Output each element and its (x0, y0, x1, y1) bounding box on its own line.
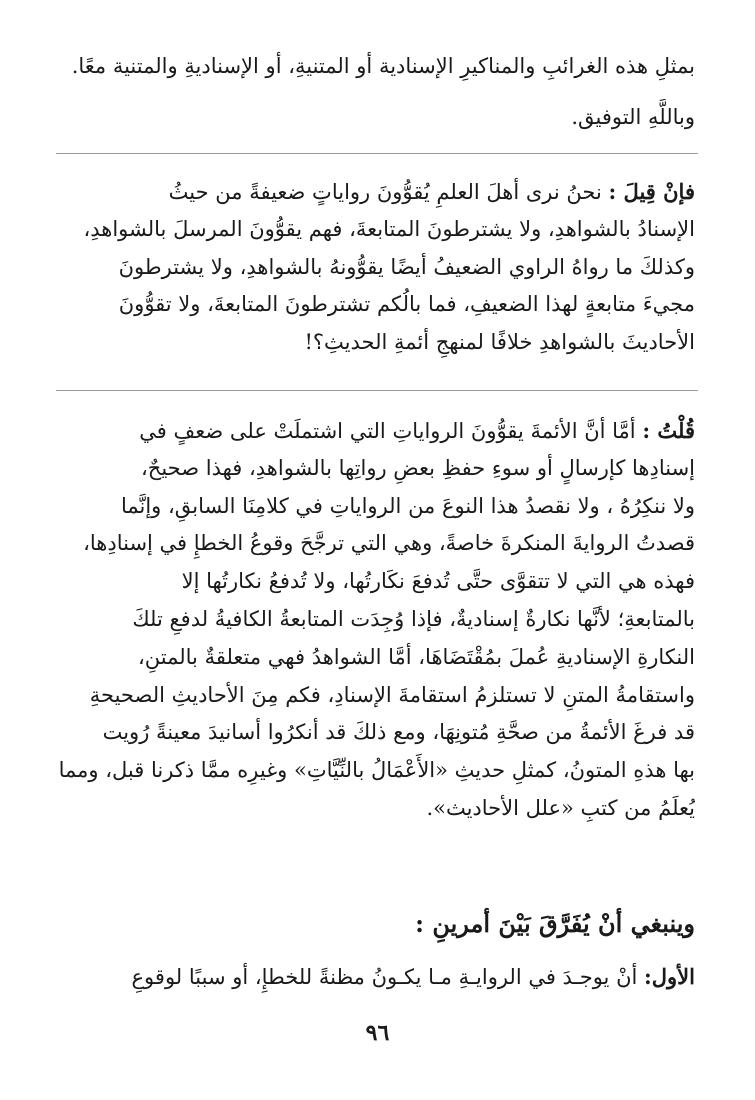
opening-line-2: وباللَّهِ التوفيق. (571, 104, 695, 129)
answer-line-1: قُلْتُ : أمَّا أنَّ الأئمةَ يقوُّونَ الرواياتِ التي اشتملَتْ على ضعفٍ في (139, 418, 695, 443)
answer-line-4: قصدتُ الروايةَ المنكرةَ خاصةً، وهي التي ترجَّحَ وقوعُ الخطإِ في إسنادِها، (83, 531, 695, 556)
answer-paragraph (55, 412, 695, 828)
question-line-3: وكذلكَ ما رواهُ الراوي الضعيفُ أيضًا يقوُّونهُ بالشواهدِ، ولا يشترطونَ (118, 254, 695, 279)
answer-line-8: واستقامةُ المتنِ لا تستلزمُ استقامةَ الإسنادِ، فكم مِنَ الأحاديثِ الصحيحةِ (89, 682, 695, 707)
answer-line-9: قد فرغَ الأئمةُ من صحَّةِ مُتونِهَا، ومع ذلكَ قد أنكرُوا أسانيدَ معينةً رُويت (102, 720, 695, 745)
question-line-5: الأحاديثَ بالشواهدِ خلافًا لمنهجِ أئمةِ الحديثِ؟! (304, 330, 695, 355)
answer-line-2: إسنادِها كإرسالٍ أو سوءِ حفظِ بعضِ رواتِها بالشواهدِ، فهذا صحيحٌ، (141, 455, 695, 480)
first-point (55, 958, 695, 996)
answer-line-7: النكارةِ الإسناديةِ عُملَ بمُقْتَضَاهَا، أمَّا الشواهدُ فهي متعلقةٌ بالمتنِ، (138, 644, 695, 669)
separator-2 (56, 390, 698, 391)
answer-line-5: فهذه هي التي لا تتقوَّى حتَّى تُدفعَ نكَارتُها، ولا تُدفعُ نكارتُها إلا (181, 569, 695, 594)
question-label: فإنْ قِيلَ : (608, 179, 695, 204)
first-point-line: الأول: أنْ يوجـدَ في الروايـةِ مـا يكـونُ مظنةً للخطإِ، أو سببًا لوقوعِ (131, 964, 695, 989)
section-title: وينبغي أنْ يُفَرَّقَ بَيْنَ أمرينِ : (415, 909, 695, 938)
answer-line-10: بها هذهِ المتونُ، كمثلِ حديثِ «الأَعْمَالُ بالنِّيَّاتِ» وغيرِه ممَّا ذكرنا قبل، ومما (58, 758, 695, 783)
first-point-label: الأول: (644, 964, 695, 989)
answer-line-11: يُعلَمُ من كتبِ «علل الأحاديث». (426, 795, 695, 820)
opening-line-1: بمثلِ هذه الغرائبِ والمناكيرِ الإسنادية أو المتنيةِ، أو الإسناديةِ والمتنية معًا. (71, 54, 695, 78)
answer-line-6: بالمتابعةِ؛ لأنَّها نكارةٌ إسناديةٌ، فإذا وُجِدَت المتابعةُ الكافيةُ لدفعِ تلكَ (132, 606, 695, 631)
question-line-2: الإسنادُ بالشواهدِ، ولا يشترطونَ المتابعةَ، فهم يقوُّونَ المرسلَ بالشواهدِ، (83, 216, 695, 241)
section-heading (55, 905, 695, 943)
page-number: ٩٦ (365, 1020, 390, 1046)
question-line-4: مجيءَ متابعةٍ لهذا الضعيفِ، فما بالُكم تشترطونَ المتابعةَ، ولا تقوُّونَ (118, 292, 695, 317)
answer-line-3: ولا ننكِرُهُ ، ولا نقصدُ هذا النوعَ من الرواياتِ في كلامِنَا السابقِ، وإنَّما (120, 493, 695, 518)
question-paragraph (55, 173, 695, 362)
question-line-1: فإنْ قِيلَ : نحنُ نرى أهلَ العلمِ يُقوُّونَ رواياتٍ ضعيفةً من حيثُ (168, 179, 695, 204)
separator-1 (56, 153, 698, 154)
opening-paragraph (55, 48, 695, 137)
answer-label: قُلْتُ : (642, 418, 695, 443)
